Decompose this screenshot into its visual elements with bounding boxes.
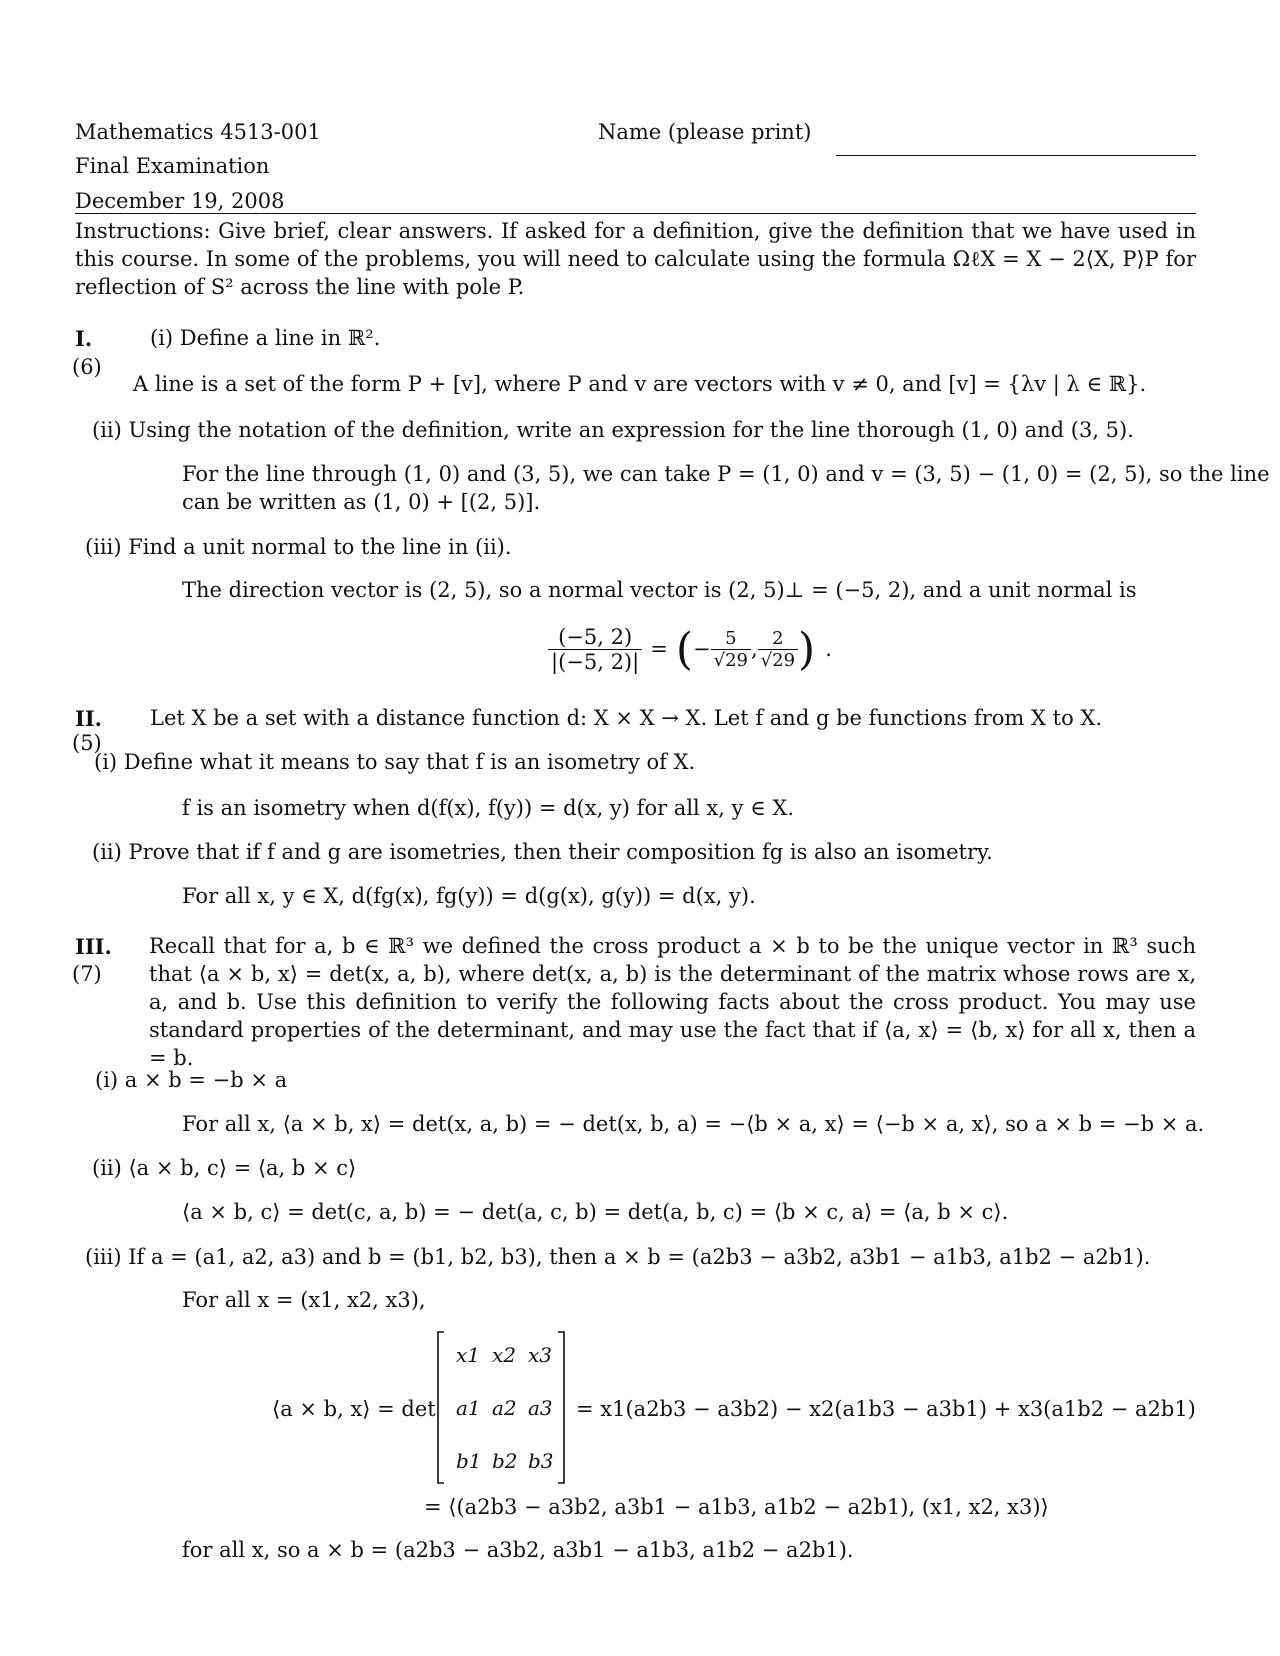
problem-2-intro: Let X be a set with a distance function d: X × X → X. Let f and g be functions from X to X. xyxy=(150,706,1103,730)
problem-1-label: I. xyxy=(75,326,93,351)
normal-fraction-denominator: |(−5, 2)| xyxy=(551,649,640,674)
right-paren-icon: ) xyxy=(798,623,816,675)
problem-1-answer-ii-line1: For the line through (1, 0) and (3, 5), we can take P = (1, 0) and v = (3, 5) − (1, 0) = (2, 5), so the line xyxy=(182,462,1270,486)
unit-normal-y-denominator: √29 xyxy=(760,649,796,671)
matrix-cell: x1 xyxy=(456,1343,481,1367)
matrix-cell: a2 xyxy=(492,1396,517,1420)
problem-1-question-ii: (ii) Using the notation of the definition, write an expression for the line thorough (1, 0) and (3, 5). xyxy=(92,418,1134,442)
problem-3-question-i: (i) a × b = −b × a xyxy=(95,1068,288,1092)
matrix-cell: x3 xyxy=(528,1343,553,1367)
normal-fraction-numerator: (−5, 2) xyxy=(548,625,642,650)
problem-2-points: (5) xyxy=(72,731,102,755)
exam-title: Final Examination xyxy=(75,154,270,178)
minus-sign: − xyxy=(693,637,711,661)
unit-normal-x-numerator: 5 xyxy=(711,628,751,650)
unit-normal-x-denominator: √29 xyxy=(713,649,748,671)
matrix-cell: x2 xyxy=(492,1343,517,1367)
problem-3-points: (7) xyxy=(72,962,102,986)
problem-3-label: III. xyxy=(75,934,112,959)
problem-2-question-i: (i) Define what it means to say that f is an isometry of X. xyxy=(94,750,696,774)
matrix-cell: a1 xyxy=(456,1396,481,1420)
matrix-left-bracket-icon xyxy=(438,1332,444,1483)
instructions: Instructions: Give brief, clear answers. If asked for a definition, give the definition that we have used in this course. In some of the problems, you will need to calculate using the formula ΩℓX = X − 2⟨X, P⟩P for reflection of S² across the line with pole P. xyxy=(75,219,1196,299)
course-title: Mathematics 4513-001 xyxy=(75,120,321,144)
problem-2-label: II. xyxy=(75,706,102,731)
normal-fraction xyxy=(548,625,642,674)
unit-normal-x xyxy=(711,628,751,671)
problem-1-question-iii: (iii) Find a unit normal to the line in (ii). xyxy=(85,535,512,559)
name-label: Name (please print) xyxy=(598,120,812,144)
problem-1-points: (6) xyxy=(72,355,102,379)
unit-normal-y xyxy=(758,628,798,671)
comma: , xyxy=(750,637,758,661)
problem-3-answer-i: For all x, ⟨a × b, x⟩ = det(x, a, b) = − det(x, b, a) = −⟨b × a, x⟩ = ⟨−b × a, x⟩, so a × b = −b × a. xyxy=(182,1112,1205,1136)
determinant-lhs: ⟨a × b, x⟩ = det xyxy=(272,1397,436,1421)
matrix-right-bracket-icon xyxy=(558,1332,564,1483)
period: . xyxy=(825,637,832,661)
left-paren-icon: ( xyxy=(675,623,693,675)
problem-1-answer-i: A line is a set of the form P + [v], where P and v are vectors with v ≠ 0, and [v] = {λv | λ ∈ ℝ}. xyxy=(133,372,1147,396)
header-divider xyxy=(75,213,1196,214)
equals-sign: = xyxy=(650,637,668,661)
exam-date: December 19, 2008 xyxy=(75,189,285,213)
determinant-rhs: = x1(a2b3 − a3b2) − x2(a1b3 − a3b1) + x3(a1b2 − a2b1) xyxy=(576,1397,1196,1421)
problem-3-question-ii: (ii) ⟨a × b, c⟩ = ⟨a, b × c⟩ xyxy=(92,1156,357,1180)
matrix-cell: b3 xyxy=(528,1449,554,1473)
problem-2-answer-ii: For all x, y ∈ X, d(fg(x), fg(y)) = d(g(x), g(y)) = d(x, y). xyxy=(182,884,756,908)
determinant-matrix xyxy=(436,1330,566,1485)
name-blank-line[interactable] xyxy=(836,155,1196,156)
problem-2-answer-i: f is an isometry when d(f(x), f(y)) = d(x, y) for all x, y ∈ X. xyxy=(182,796,795,820)
unit-normal-y-numerator: 2 xyxy=(758,628,798,650)
problem-3-answer-iii-intro: For all x = (x1, x2, x3), xyxy=(182,1288,426,1312)
problem-3-question-iii: (iii) If a = (a1, a2, a3) and b = (b1, b2, b3), then a × b = (a2b3 − a3b2, a3b1 − a1b3, a1b2 − a2b1). xyxy=(85,1245,1151,1269)
problem-2-question-ii: (ii) Prove that if f and g are isometries, then their composition fg is also an isometry. xyxy=(92,840,993,864)
problem-3-intro: Recall that for a, b ∈ ℝ³ we defined the cross product a × b to be the unique vector in ℝ³ such that ⟨a × b, x⟩ = det(x, a, b), where det(x, a, b) is the determinant of the matrix whose rows are x, a, and b. Use this definition to verify the following facts about the cross product. You may use standard properties of the determinant, and may use the fact that if ⟨a, x⟩ = ⟨b, x⟩ for all x, then a = b. xyxy=(149,934,1196,1070)
problem-1-question-i: (i) Define a line in ℝ². xyxy=(150,326,381,350)
unit-normal-equation xyxy=(548,618,832,680)
determinant-line2: = ⟨(a2b3 − a3b2, a3b1 − a1b3, a1b2 − a2b1), (x1, x2, x3)⟩ xyxy=(424,1495,1049,1519)
problem-1-answer-iii: The direction vector is (2, 5), so a normal vector is (2, 5)⊥ = (−5, 2), and a unit normal is xyxy=(182,578,1137,602)
problem-1-answer-ii-line2: can be written as (1, 0) + [(2, 5)]. xyxy=(182,490,541,514)
matrix-cell: a3 xyxy=(528,1396,553,1420)
matrix-cell: b2 xyxy=(492,1449,518,1473)
matrix-cell: b1 xyxy=(456,1449,482,1473)
problem-3-answer-ii: ⟨a × b, c⟩ = det(c, a, b) = − det(a, c, b) = det(a, b, c) = ⟨b × c, a⟩ = ⟨a, b × c⟩. xyxy=(182,1200,1009,1224)
problem-3-conclusion: for all x, so a × b = (a2b3 − a3b2, a3b1 − a1b3, a1b2 − a2b1). xyxy=(182,1538,854,1562)
